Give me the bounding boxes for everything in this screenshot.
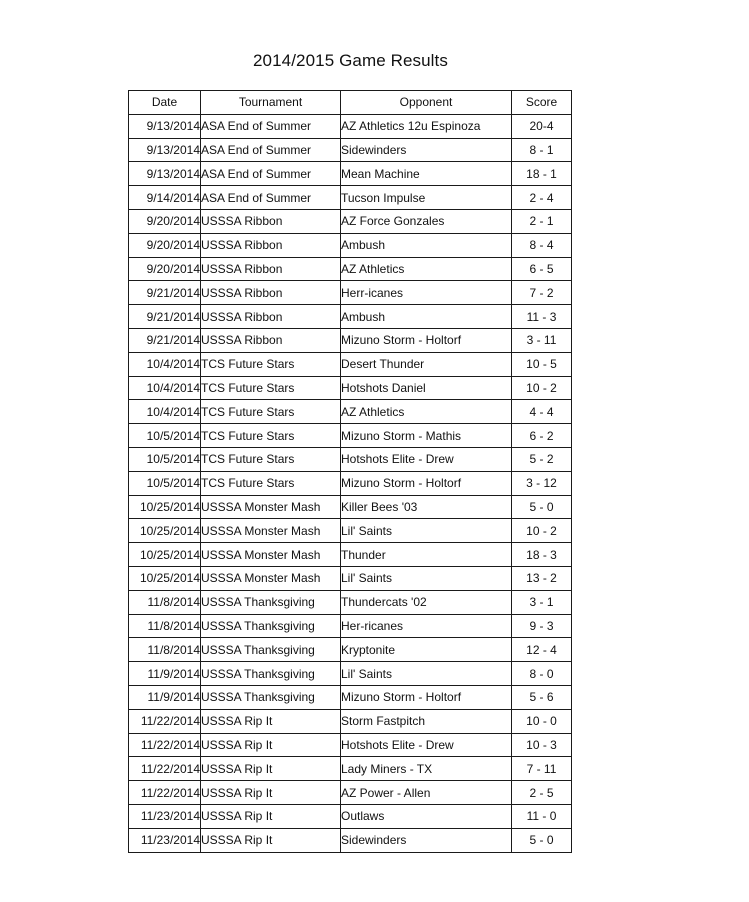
opponent-cell: Mean Machine (341, 162, 512, 186)
date-cell: 10/5/2014 (129, 471, 201, 495)
table-row (129, 114, 572, 138)
results-body (129, 114, 572, 852)
score-cell: 8 - 1 (512, 138, 572, 162)
date-cell: 11/22/2014 (129, 709, 201, 733)
results-table (128, 90, 572, 853)
score-cell: 2 - 4 (512, 186, 572, 210)
table-row (129, 352, 572, 376)
table-row (129, 305, 572, 329)
score-cell: 4 - 4 (512, 400, 572, 424)
date-cell: 11/8/2014 (129, 638, 201, 662)
opponent-cell: Desert Thunder (341, 352, 512, 376)
tournament-cell: ASA End of Summer (201, 162, 341, 186)
date-cell: 9/13/2014 (129, 162, 201, 186)
date-cell: 9/21/2014 (129, 328, 201, 352)
opponent-cell: AZ Power - Allen (341, 781, 512, 805)
table-row (129, 233, 572, 257)
tournament-cell: TCS Future Stars (201, 376, 341, 400)
tournament-cell: USSSA Ribbon (201, 257, 341, 281)
tournament-cell: USSSA Thanksgiving (201, 590, 341, 614)
date-cell: 10/25/2014 (129, 495, 201, 519)
opponent-cell: AZ Athletics (341, 257, 512, 281)
date-cell: 10/25/2014 (129, 543, 201, 567)
score-cell: 7 - 11 (512, 757, 572, 781)
opponent-cell: Outlaws (341, 804, 512, 828)
date-cell: 9/21/2014 (129, 281, 201, 305)
tournament-cell: ASA End of Summer (201, 138, 341, 162)
opponent-cell: Sidewinders (341, 138, 512, 162)
table-row (129, 543, 572, 567)
tournament-cell: USSSA Thanksgiving (201, 685, 341, 709)
tournament-cell: USSSA Rip It (201, 804, 341, 828)
date-cell: 9/13/2014 (129, 138, 201, 162)
score-cell: 5 - 0 (512, 495, 572, 519)
date-cell: 9/13/2014 (129, 114, 201, 138)
date-cell: 11/22/2014 (129, 733, 201, 757)
opponent-cell: AZ Force Gonzales (341, 209, 512, 233)
table-row (129, 328, 572, 352)
date-cell: 10/4/2014 (129, 376, 201, 400)
table-row (129, 471, 572, 495)
date-cell: 10/25/2014 (129, 566, 201, 590)
opponent-cell: Mizuno Storm - Holtorf (341, 328, 512, 352)
tournament-cell: USSSA Rip It (201, 781, 341, 805)
tournament-cell: USSSA Rip It (201, 733, 341, 757)
column-header-tournament: Tournament (201, 91, 341, 115)
table-row (129, 662, 572, 686)
tournament-cell: USSSA Ribbon (201, 281, 341, 305)
date-cell: 9/21/2014 (129, 305, 201, 329)
table-row (129, 590, 572, 614)
score-cell: 11 - 3 (512, 305, 572, 329)
table-row (129, 638, 572, 662)
opponent-cell: Lil' Saints (341, 566, 512, 590)
score-cell: 5 - 2 (512, 447, 572, 471)
tournament-cell: ASA End of Summer (201, 114, 341, 138)
score-cell: 18 - 3 (512, 543, 572, 567)
score-cell: 6 - 5 (512, 257, 572, 281)
date-cell: 9/14/2014 (129, 186, 201, 210)
date-cell: 11/23/2014 (129, 804, 201, 828)
tournament-cell: USSSA Ribbon (201, 328, 341, 352)
table-row (129, 781, 572, 805)
score-cell: 3 - 1 (512, 590, 572, 614)
date-cell: 10/25/2014 (129, 519, 201, 543)
tournament-cell: USSSA Rip It (201, 709, 341, 733)
tournament-cell: USSSA Ribbon (201, 233, 341, 257)
score-cell: 18 - 1 (512, 162, 572, 186)
score-cell: 10 - 2 (512, 519, 572, 543)
table-row (129, 209, 572, 233)
table-row (129, 709, 572, 733)
opponent-cell: AZ Athletics (341, 400, 512, 424)
opponent-cell: Sidewinders (341, 828, 512, 852)
score-cell: 10 - 5 (512, 352, 572, 376)
tournament-cell: USSSA Thanksgiving (201, 614, 341, 638)
page-title: 2014/2015 Game Results (253, 51, 448, 70)
tournament-cell: USSSA Rip It (201, 757, 341, 781)
table-row (129, 138, 572, 162)
opponent-cell: Lil' Saints (341, 662, 512, 686)
table-row (129, 186, 572, 210)
table-row (129, 519, 572, 543)
tournament-cell: TCS Future Stars (201, 447, 341, 471)
score-cell: 3 - 12 (512, 471, 572, 495)
header-row (129, 91, 572, 115)
opponent-cell: Tucson Impulse (341, 186, 512, 210)
opponent-cell: Hotshots Elite - Drew (341, 447, 512, 471)
opponent-cell: Mizuno Storm - Holtorf (341, 685, 512, 709)
tournament-cell: USSSA Monster Mash (201, 566, 341, 590)
table-row (129, 733, 572, 757)
score-cell: 10 - 2 (512, 376, 572, 400)
score-cell: 5 - 0 (512, 828, 572, 852)
tournament-cell: ASA End of Summer (201, 186, 341, 210)
score-cell: 8 - 4 (512, 233, 572, 257)
date-cell: 11/8/2014 (129, 614, 201, 638)
tournament-cell: USSSA Monster Mash (201, 543, 341, 567)
table-row (129, 376, 572, 400)
date-cell: 10/4/2014 (129, 352, 201, 376)
opponent-cell: Mizuno Storm - Holtorf (341, 471, 512, 495)
tournament-cell: USSSA Ribbon (201, 209, 341, 233)
date-cell: 10/5/2014 (129, 447, 201, 471)
table-row (129, 685, 572, 709)
table-row (129, 566, 572, 590)
score-cell: 20-4 (512, 114, 572, 138)
score-cell: 7 - 2 (512, 281, 572, 305)
table-row (129, 281, 572, 305)
tournament-cell: TCS Future Stars (201, 400, 341, 424)
date-cell: 9/20/2014 (129, 257, 201, 281)
date-cell: 10/4/2014 (129, 400, 201, 424)
score-cell: 11 - 0 (512, 804, 572, 828)
date-cell: 9/20/2014 (129, 209, 201, 233)
opponent-cell: Her-ricanes (341, 614, 512, 638)
opponent-cell: Killer Bees '03 (341, 495, 512, 519)
score-cell: 5 - 6 (512, 685, 572, 709)
tournament-cell: USSSA Thanksgiving (201, 638, 341, 662)
score-cell: 2 - 1 (512, 209, 572, 233)
opponent-cell: Lady Miners - TX (341, 757, 512, 781)
score-cell: 3 - 11 (512, 328, 572, 352)
table-row (129, 424, 572, 448)
date-cell: 11/8/2014 (129, 590, 201, 614)
opponent-cell: Mizuno Storm - Mathis (341, 424, 512, 448)
table-row (129, 495, 572, 519)
opponent-cell: Thundercats '02 (341, 590, 512, 614)
opponent-cell: Hotshots Daniel (341, 376, 512, 400)
opponent-cell: Herr-icanes (341, 281, 512, 305)
opponent-cell: Storm Fastpitch (341, 709, 512, 733)
date-cell: 11/22/2014 (129, 781, 201, 805)
score-cell: 12 - 4 (512, 638, 572, 662)
date-cell: 11/23/2014 (129, 828, 201, 852)
tournament-cell: USSSA Rip It (201, 828, 341, 852)
score-cell: 2 - 5 (512, 781, 572, 805)
table-row (129, 757, 572, 781)
score-cell: 6 - 2 (512, 424, 572, 448)
opponent-cell: Lil' Saints (341, 519, 512, 543)
tournament-cell: TCS Future Stars (201, 352, 341, 376)
score-cell: 13 - 2 (512, 566, 572, 590)
score-cell: 9 - 3 (512, 614, 572, 638)
date-cell: 11/9/2014 (129, 662, 201, 686)
table-row (129, 400, 572, 424)
table-row (129, 804, 572, 828)
column-header-opponent: Opponent (341, 91, 512, 115)
tournament-cell: TCS Future Stars (201, 471, 341, 495)
opponent-cell: Kryptonite (341, 638, 512, 662)
column-header-score: Score (512, 91, 572, 115)
opponent-cell: Ambush (341, 233, 512, 257)
score-cell: 8 - 0 (512, 662, 572, 686)
table-row (129, 162, 572, 186)
date-cell: 10/5/2014 (129, 424, 201, 448)
date-cell: 11/22/2014 (129, 757, 201, 781)
score-cell: 10 - 3 (512, 733, 572, 757)
table-row (129, 257, 572, 281)
date-cell: 9/20/2014 (129, 233, 201, 257)
tournament-cell: USSSA Monster Mash (201, 519, 341, 543)
date-cell: 11/9/2014 (129, 685, 201, 709)
opponent-cell: Thunder (341, 543, 512, 567)
table-row (129, 447, 572, 471)
table-row (129, 614, 572, 638)
column-header-date: Date (129, 91, 201, 115)
opponent-cell: Ambush (341, 305, 512, 329)
tournament-cell: USSSA Ribbon (201, 305, 341, 329)
opponent-cell: AZ Athletics 12u Espinoza (341, 114, 512, 138)
score-cell: 10 - 0 (512, 709, 572, 733)
tournament-cell: TCS Future Stars (201, 424, 341, 448)
tournament-cell: USSSA Thanksgiving (201, 662, 341, 686)
tournament-cell: USSSA Monster Mash (201, 495, 341, 519)
table-row (129, 828, 572, 852)
opponent-cell: Hotshots Elite - Drew (341, 733, 512, 757)
